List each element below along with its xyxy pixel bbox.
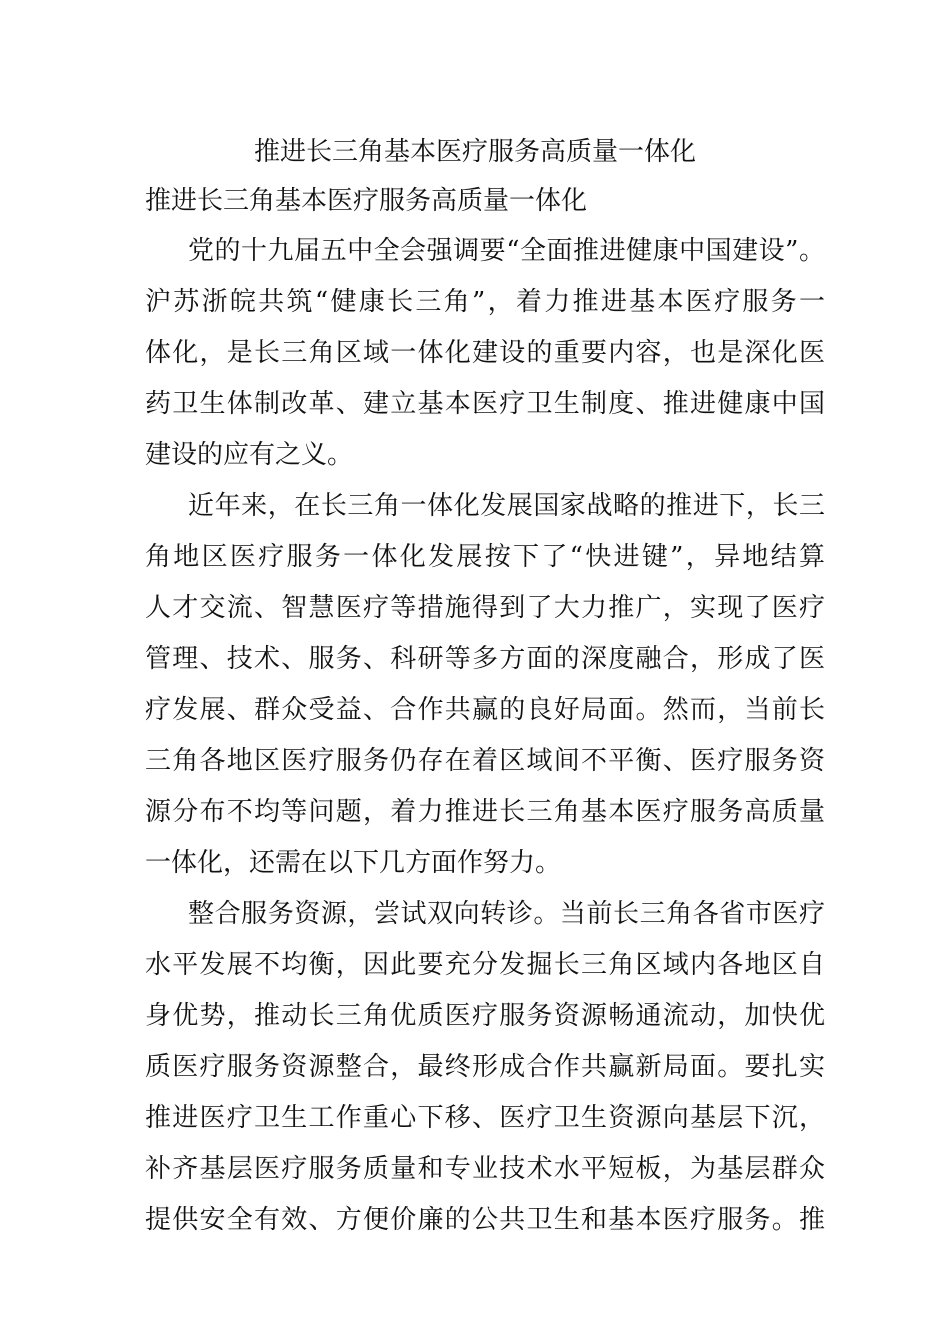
paragraph-3-line-1: 整合服务资源，尝试双向转诊。当前长三角各省市医疗 bbox=[188, 899, 825, 929]
paragraph-1-line-1: 党的十九届五中全会强调要“全面推进健康中国建设”。 bbox=[188, 236, 825, 266]
paragraph-1-line-3: 体化，是长三角区域一体化建设的重要内容，也是深化医 bbox=[145, 338, 825, 368]
paragraph-1-line-2: 沪苏浙皖共筑“健康长三角”，着力推进基本医疗服务一 bbox=[145, 287, 825, 317]
paragraph-2-line-7: 源分布不均等问题，着力推进长三角基本医疗服务高质量 bbox=[145, 797, 825, 827]
paragraph-3-line-7: 提供安全有效、方便价廉的公共卫生和基本医疗服务。推 bbox=[145, 1205, 825, 1235]
paragraph-3-line-2: 水平发展不均衡，因此要充分发掘长三角区域内各地区自 bbox=[145, 950, 825, 980]
paragraph-1-line-4: 药卫生体制改革、建立基本医疗卫生制度、推进健康中国 bbox=[145, 389, 825, 419]
paragraph-2-line-2: 角地区医疗服务一体化发展按下了“快进键”，异地结算 bbox=[145, 542, 825, 572]
paragraph-2-line-3: 人才交流、智慧医疗等措施得到了大力推广，实现了医疗 bbox=[145, 593, 825, 623]
paragraph-3-line-6: 补齐基层医疗服务质量和专业技术水平短板，为基层群众 bbox=[145, 1154, 825, 1184]
paragraph-3-line-5: 推进医疗卫生工作重心下移、医疗卫生资源向基层下沉， bbox=[145, 1103, 825, 1133]
paragraph-3-line-4: 质医疗服务资源整合，最终形成合作共赢新局面。要扎实 bbox=[145, 1052, 825, 1082]
paragraph-2-line-6: 三角各地区医疗服务仍存在着区域间不平衡、医疗服务资 bbox=[145, 746, 825, 776]
document-title: 推进长三角基本医疗服务高质量一体化 bbox=[253, 137, 696, 167]
paragraph-3-line-3: 身优势，推动长三角优质医疗服务资源畅通流动，加快优 bbox=[145, 1001, 825, 1031]
paragraph-2-line-8: 一体化，还需在以下几方面作努力。 bbox=[145, 848, 562, 878]
paragraph-1-line-5: 建设的应有之义。 bbox=[145, 440, 354, 470]
paragraph-2-line-4: 管理、技术、服务、科研等多方面的深度融合，形成了医 bbox=[145, 644, 825, 674]
paragraph-2-line-1: 近年来，在长三角一体化发展国家战略的推进下，长三 bbox=[188, 491, 825, 521]
paragraph-2-line-5: 疗发展、群众受益、合作共赢的良好局面。然而，当前长 bbox=[145, 695, 825, 725]
document-subtitle: 推进长三角基本医疗服务高质量一体化 bbox=[145, 186, 588, 216]
